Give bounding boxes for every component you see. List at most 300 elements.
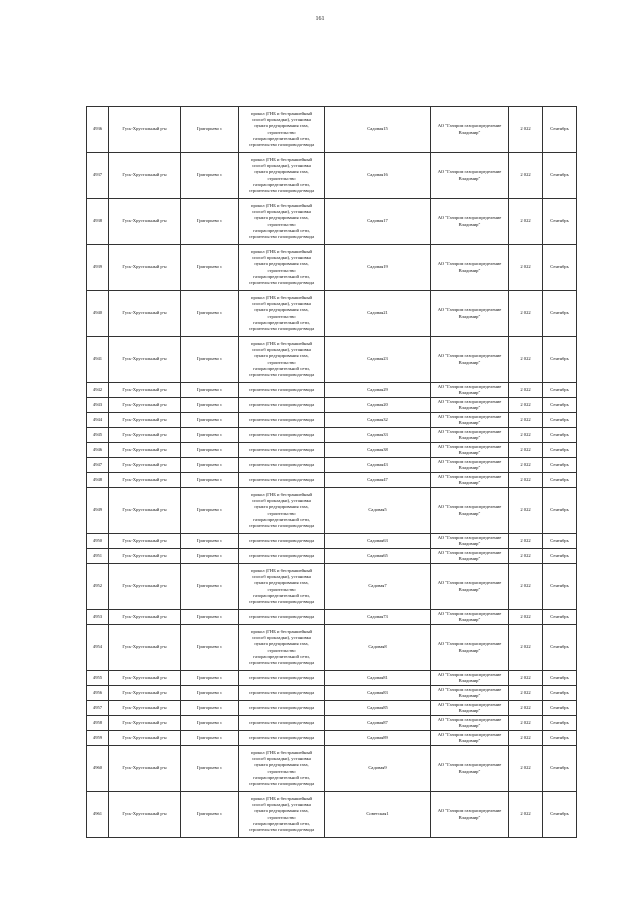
address-cell: Садовая33 [325, 428, 431, 443]
month-cell: Сентябрь [543, 153, 577, 199]
village-cell: Григорьево с [181, 716, 239, 731]
year-cell: 2 022 [509, 337, 543, 383]
year-cell: 2 022 [509, 383, 543, 398]
address-cell: Садовая5 [325, 488, 431, 534]
organization-cell: АО "Газпром газораспределение Владимир" [431, 443, 509, 458]
work-type-line: строительство [267, 313, 296, 319]
work-type-line: пункта редуцирования газа, [254, 504, 309, 510]
work-type-line: строительство [267, 175, 296, 181]
year-cell: 2 022 [509, 731, 543, 746]
row-number-cell: 4936 [87, 107, 109, 153]
work-type-cell [239, 383, 325, 398]
village-cell: Григорьево с [181, 199, 239, 245]
organization-cell: АО "Газпром газораспределение Владимир" [431, 701, 509, 716]
work-type-cell [239, 671, 325, 686]
organization-cell: АО "Газпром газораспределение Владимир" [431, 413, 509, 428]
address-cell: Садовая65 [325, 549, 431, 564]
district-cell: Гусь-Хрустальный р-н [109, 398, 181, 413]
work-type-line: строительство газопровода-ввода [248, 719, 315, 725]
work-type-line: строительство [267, 221, 296, 227]
village-cell: Григорьево с [181, 534, 239, 549]
row-number-cell: 4953 [87, 610, 109, 625]
year-cell: 2 022 [509, 398, 543, 413]
work-type-cell [239, 413, 325, 428]
address-cell: Садовая83 [325, 686, 431, 701]
work-type-line: строительство газопровода-ввода [248, 537, 315, 543]
work-type-line: строительство газопровода-ввода [248, 401, 315, 407]
district-cell: Гусь-Хрустальный р-н [109, 686, 181, 701]
table-row [87, 549, 577, 564]
district-cell: Гусь-Хрустальный р-н [109, 792, 181, 838]
month-cell: Сентябрь [543, 792, 577, 838]
table-row [87, 610, 577, 625]
district-cell: Гусь-Хрустальный р-н [109, 199, 181, 245]
district-cell: Гусь-Хрустальный р-н [109, 488, 181, 534]
work-type-line: прокол (ГНБ и бестраншейный [251, 749, 312, 755]
work-type-line: газораспределительной сети, [253, 592, 310, 598]
village-cell: Григорьево с [181, 398, 239, 413]
work-type-cell [239, 443, 325, 458]
organization-cell: АО "Газпром газораспределение Владимир" [431, 610, 509, 625]
district-cell: Гусь-Хрустальный р-н [109, 428, 181, 443]
table-row [87, 625, 577, 671]
district-cell: Гусь-Хрустальный р-н [109, 153, 181, 199]
organization-cell: АО "Газпром газораспределение Владимир" [431, 746, 509, 792]
work-type-line: строительство газопровода-ввода [248, 371, 315, 377]
table-row [87, 686, 577, 701]
work-type-line: газораспределительной сети, [253, 365, 310, 371]
table-row [87, 413, 577, 428]
work-type-cell [239, 564, 325, 610]
work-type-line: прокол (ГНБ и бестраншейный [251, 567, 312, 573]
year-cell: 2 022 [509, 701, 543, 716]
month-cell: Сентябрь [543, 701, 577, 716]
year-cell: 2 022 [509, 153, 543, 199]
page-number: 161 [315, 16, 325, 22]
table-row [87, 746, 577, 792]
month-cell: Сентябрь [543, 716, 577, 731]
address-cell: Садовая38 [325, 443, 431, 458]
village-cell: Григорьево с [181, 428, 239, 443]
work-type-line: прокол (ГНБ и бестраншейный [251, 156, 312, 162]
work-type-line: пункта редуцирования газа, [254, 762, 309, 768]
village-cell: Григорьево с [181, 746, 239, 792]
work-type-line: строительство [267, 267, 296, 273]
work-type-cell [239, 746, 325, 792]
work-type-line: строительство газопровода-ввода [248, 233, 315, 239]
organization-cell: АО "Газпром газораспределение Владимир" [431, 398, 509, 413]
work-type-line: строительство [267, 359, 296, 365]
district-cell: Гусь-Хрустальный р-н [109, 701, 181, 716]
work-type-line: строительство [267, 814, 296, 820]
table-row [87, 291, 577, 337]
district-cell: Гусь-Хрустальный р-н [109, 731, 181, 746]
organization-cell: АО "Газпром газораспределение Владимир" [431, 107, 509, 153]
month-cell: Сентябрь [543, 625, 577, 671]
work-type-line: способ прокладки), установка [252, 301, 311, 307]
month-cell: Сентябрь [543, 458, 577, 473]
month-cell: Сентябрь [543, 245, 577, 291]
work-type-line: строительство газопровода-ввода [248, 461, 315, 467]
year-cell: 2 022 [509, 291, 543, 337]
row-number-cell: 4941 [87, 337, 109, 383]
district-cell: Гусь-Хрустальный р-н [109, 549, 181, 564]
row-number-cell: 4954 [87, 625, 109, 671]
row-number-cell: 4940 [87, 291, 109, 337]
work-type-line: прокол (ГНБ и бестраншейный [251, 110, 312, 116]
row-number-cell: 4958 [87, 716, 109, 731]
district-cell: Гусь-Хрустальный р-н [109, 534, 181, 549]
work-type-line: способ прокладки), установка [252, 209, 311, 215]
work-type-line: прокол (ГНБ и бестраншейный [251, 248, 312, 254]
work-type-line: строительство газопровода-ввода [248, 659, 315, 665]
work-type-cell [239, 245, 325, 291]
month-cell: Сентябрь [543, 610, 577, 625]
address-cell: Садовая43 [325, 458, 431, 473]
year-cell: 2 022 [509, 792, 543, 838]
row-number-cell: 4955 [87, 671, 109, 686]
work-type-line: пункта редуцирования газа, [254, 307, 309, 313]
row-number-cell: 4942 [87, 383, 109, 398]
work-type-line: способ прокладки), установка [252, 347, 311, 353]
work-type-line: пункта редуцирования газа, [254, 261, 309, 267]
month-cell: Сентябрь [543, 473, 577, 488]
work-type-line: пункта редуцирования газа, [254, 123, 309, 129]
organization-cell: АО "Газпром газораспределение Владимир" [431, 731, 509, 746]
village-cell: Григорьево с [181, 473, 239, 488]
village-cell: Григорьево с [181, 413, 239, 428]
month-cell: Сентябрь [543, 731, 577, 746]
district-cell: Гусь-Хрустальный р-н [109, 564, 181, 610]
work-type-cell [239, 610, 325, 625]
district-cell: Гусь-Хрустальный р-н [109, 625, 181, 671]
village-cell: Григорьево с [181, 337, 239, 383]
year-cell: 2 022 [509, 671, 543, 686]
village-cell: Григорьево с [181, 792, 239, 838]
organization-cell: АО "Газпром газораспределение Владимир" [431, 291, 509, 337]
month-cell: Сентябрь [543, 686, 577, 701]
year-cell: 2 022 [509, 107, 543, 153]
work-type-line: пункта редуцирования газа, [254, 169, 309, 175]
year-cell: 2 022 [509, 458, 543, 473]
village-cell: Григорьево с [181, 107, 239, 153]
work-type-line: строительство [267, 768, 296, 774]
village-cell: Григорьево с [181, 458, 239, 473]
work-type-line: строительство газопровода-ввода [248, 187, 315, 193]
work-type-line: газораспределительной сети, [253, 774, 310, 780]
address-cell: Садовая85 [325, 701, 431, 716]
district-cell: Гусь-Хрустальный р-н [109, 443, 181, 458]
address-cell: Садовая21 [325, 291, 431, 337]
work-type-cell [239, 153, 325, 199]
work-type-line: пункта редуцирования газа, [254, 353, 309, 359]
work-type-cell [239, 716, 325, 731]
village-cell: Григорьево с [181, 245, 239, 291]
district-cell: Гусь-Хрустальный р-н [109, 245, 181, 291]
row-number-cell: 4944 [87, 413, 109, 428]
village-cell: Григорьево с [181, 443, 239, 458]
work-type-line: строительство газопровода-ввода [248, 689, 315, 695]
table-row [87, 716, 577, 731]
work-type-line: строительство газопровода-ввода [248, 446, 315, 452]
month-cell: Сентябрь [543, 671, 577, 686]
year-cell: 2 022 [509, 625, 543, 671]
village-cell: Григорьево с [181, 549, 239, 564]
address-cell: Советская1 [325, 792, 431, 838]
work-type-line: газораспределительной сети, [253, 653, 310, 659]
work-type-line: газораспределительной сети, [253, 820, 310, 826]
work-type-cell [239, 458, 325, 473]
year-cell: 2 022 [509, 245, 543, 291]
organization-cell: АО "Газпром газораспределение Владимир" [431, 153, 509, 199]
work-type-line: газораспределительной сети, [253, 181, 310, 187]
table-row [87, 534, 577, 549]
year-cell: 2 022 [509, 610, 543, 625]
work-type-line: пункта редуцирования газа, [254, 215, 309, 221]
month-cell: Сентябрь [543, 428, 577, 443]
work-type-line: способ прокладки), установка [252, 163, 311, 169]
work-type-line: строительство газопровода-ввода [248, 431, 315, 437]
work-type-cell [239, 488, 325, 534]
row-number-cell: 4952 [87, 564, 109, 610]
work-type-line: газораспределительной сети, [253, 227, 310, 233]
work-type-line: способ прокладки), установка [252, 117, 311, 123]
work-type-line: способ прокладки), установка [252, 756, 311, 762]
table-row [87, 701, 577, 716]
village-cell: Григорьево с [181, 488, 239, 534]
row-number-cell: 4960 [87, 746, 109, 792]
organization-cell: АО "Газпром газораспределение Владимир" [431, 245, 509, 291]
address-cell: Садовая8 [325, 625, 431, 671]
organization-cell: АО "Газпром газораспределение Владимир" [431, 671, 509, 686]
work-type-line: способ прокладки), установка [252, 802, 311, 808]
village-cell: Григорьево с [181, 625, 239, 671]
table-row [87, 488, 577, 534]
address-cell: Садовая32 [325, 413, 431, 428]
month-cell: Сентябрь [543, 398, 577, 413]
row-number-cell: 4950 [87, 534, 109, 549]
work-type-line: прокол (ГНБ и бестраншейный [251, 294, 312, 300]
district-cell: Гусь-Хрустальный р-н [109, 337, 181, 383]
row-number-cell: 4959 [87, 731, 109, 746]
table-row [87, 473, 577, 488]
month-cell: Сентябрь [543, 107, 577, 153]
table-row [87, 731, 577, 746]
organization-cell: АО "Газпром газораспределение Владимир" [431, 549, 509, 564]
month-cell: Сентябрь [543, 564, 577, 610]
work-type-cell [239, 199, 325, 245]
year-cell: 2 022 [509, 443, 543, 458]
row-number-cell: 4947 [87, 458, 109, 473]
year-cell: 2 022 [509, 534, 543, 549]
year-cell: 2 022 [509, 428, 543, 443]
organization-cell: АО "Газпром газораспределение Владимир" [431, 428, 509, 443]
organization-cell: АО "Газпром газораспределение Владимир" [431, 473, 509, 488]
work-type-cell [239, 534, 325, 549]
year-cell: 2 022 [509, 199, 543, 245]
district-cell: Гусь-Хрустальный р-н [109, 413, 181, 428]
organization-cell: АО "Газпром газораспределение Владимир" [431, 686, 509, 701]
month-cell: Сентябрь [543, 549, 577, 564]
address-cell: Садовая29 [325, 383, 431, 398]
work-type-line: строительство [267, 586, 296, 592]
month-cell: Сентябрь [543, 383, 577, 398]
row-number-cell: 4961 [87, 792, 109, 838]
organization-cell: АО "Газпром газораспределение Владимир" [431, 337, 509, 383]
table-row [87, 107, 577, 153]
work-type-line: строительство газопровода-ввода [248, 613, 315, 619]
year-cell: 2 022 [509, 473, 543, 488]
organization-cell: АО "Газпром газораспределение Владимир" [431, 792, 509, 838]
work-type-cell [239, 792, 325, 838]
district-cell: Гусь-Хрустальный р-н [109, 107, 181, 153]
work-type-line: прокол (ГНБ и бестраншейный [251, 491, 312, 497]
table-row [87, 199, 577, 245]
row-number-cell: 4945 [87, 428, 109, 443]
work-type-cell [239, 398, 325, 413]
row-number-cell: 4943 [87, 398, 109, 413]
organization-cell: АО "Газпром газораспределение Владимир" [431, 383, 509, 398]
month-cell: Сентябрь [543, 746, 577, 792]
work-type-line: прокол (ГНБ и бестраншейный [251, 795, 312, 801]
work-type-line: строительство газопровода-ввода [248, 476, 315, 482]
table-row [87, 458, 577, 473]
work-type-line: строительство [267, 510, 296, 516]
work-type-line: строительство газопровода-ввода [248, 598, 315, 604]
address-cell: Садовая15 [325, 107, 431, 153]
year-cell: 2 022 [509, 746, 543, 792]
work-type-cell [239, 731, 325, 746]
work-type-line: строительство газопровода-ввода [248, 386, 315, 392]
month-cell: Сентябрь [543, 337, 577, 383]
work-type-line: строительство газопровода-ввода [248, 416, 315, 422]
row-number-cell: 4948 [87, 473, 109, 488]
address-cell: Садовая47 [325, 473, 431, 488]
work-type-cell [239, 686, 325, 701]
village-cell: Григорьево с [181, 153, 239, 199]
year-cell: 2 022 [509, 564, 543, 610]
district-cell: Гусь-Хрустальный р-н [109, 610, 181, 625]
district-cell: Гусь-Хрустальный р-н [109, 458, 181, 473]
district-cell: Гусь-Хрустальный р-н [109, 473, 181, 488]
work-type-line: способ прокладки), установка [252, 498, 311, 504]
organization-cell: АО "Газпром газораспределение Владимир" [431, 625, 509, 671]
work-type-line: прокол (ГНБ и бестраншейный [251, 340, 312, 346]
organization-cell: АО "Газпром газораспределение Владимир" [431, 488, 509, 534]
month-cell: Сентябрь [543, 488, 577, 534]
work-type-line: строительство [267, 647, 296, 653]
year-cell: 2 022 [509, 413, 543, 428]
month-cell: Сентябрь [543, 413, 577, 428]
work-type-cell [239, 337, 325, 383]
address-cell: Садовая19 [325, 245, 431, 291]
address-cell: Садовая17 [325, 199, 431, 245]
work-type-cell [239, 625, 325, 671]
row-number-cell: 4937 [87, 153, 109, 199]
row-number-cell: 4939 [87, 245, 109, 291]
year-cell: 2 022 [509, 716, 543, 731]
district-cell: Гусь-Хрустальный р-н [109, 383, 181, 398]
address-cell: Садовая9 [325, 746, 431, 792]
village-cell: Григорьево с [181, 686, 239, 701]
work-type-line: строительство [267, 129, 296, 135]
year-cell: 2 022 [509, 488, 543, 534]
gasification-schedule-table [86, 106, 577, 838]
work-type-line: строительство газопровода-ввода [248, 674, 315, 680]
table-row [87, 153, 577, 199]
address-cell: Садовая89 [325, 731, 431, 746]
month-cell: Сентябрь [543, 199, 577, 245]
work-type-line: пункта редуцирования газа, [254, 580, 309, 586]
address-cell: Садовая7 [325, 564, 431, 610]
work-type-line: газораспределительной сети, [253, 135, 310, 141]
table-row [87, 428, 577, 443]
address-cell: Садовая23 [325, 337, 431, 383]
address-cell: Садовая63 [325, 534, 431, 549]
table-row [87, 792, 577, 838]
work-type-line: строительство газопровода-ввода [248, 325, 315, 331]
work-type-line: строительство газопровода-ввода [248, 279, 315, 285]
work-type-line: строительство газопровода-ввода [248, 734, 315, 740]
table-row [87, 398, 577, 413]
row-number-cell: 4949 [87, 488, 109, 534]
work-type-line: газораспределительной сети, [253, 319, 310, 325]
work-type-line: строительство газопровода-ввода [248, 704, 315, 710]
address-cell: Садовая81 [325, 671, 431, 686]
table-row [87, 671, 577, 686]
work-type-cell [239, 473, 325, 488]
address-cell: Садовая73 [325, 610, 431, 625]
month-cell: Сентябрь [543, 443, 577, 458]
work-type-line: строительство газопровода-ввода [248, 141, 315, 147]
village-cell: Григорьево с [181, 731, 239, 746]
work-type-line: строительство газопровода-ввода [248, 826, 315, 832]
work-type-line: пункта редуцирования газа, [254, 641, 309, 647]
work-type-line: способ прокладки), установка [252, 635, 311, 641]
district-cell: Гусь-Хрустальный р-н [109, 291, 181, 337]
organization-cell: АО "Газпром газораспределение Владимир" [431, 534, 509, 549]
row-number-cell: 4951 [87, 549, 109, 564]
work-type-line: строительство газопровода-ввода [248, 552, 315, 558]
table-row [87, 383, 577, 398]
work-type-cell [239, 549, 325, 564]
table-row [87, 245, 577, 291]
district-cell: Гусь-Хрустальный р-н [109, 671, 181, 686]
work-type-line: газораспределительной сети, [253, 273, 310, 279]
month-cell: Сентябрь [543, 534, 577, 549]
address-cell: Садовая87 [325, 716, 431, 731]
organization-cell: АО "Газпром газораспределение Владимир" [431, 199, 509, 245]
table-row [87, 443, 577, 458]
work-type-cell [239, 291, 325, 337]
row-number-cell: 4956 [87, 686, 109, 701]
address-cell: Садовая16 [325, 153, 431, 199]
year-cell: 2 022 [509, 686, 543, 701]
district-cell: Гусь-Хрустальный р-н [109, 716, 181, 731]
district-cell: Гусь-Хрустальный р-н [109, 746, 181, 792]
work-type-line: строительство газопровода-ввода [248, 522, 315, 528]
address-cell: Садовая20 [325, 398, 431, 413]
village-cell: Григорьево с [181, 701, 239, 716]
table-row [87, 564, 577, 610]
table-row [87, 337, 577, 383]
work-type-cell [239, 107, 325, 153]
organization-cell: АО "Газпром газораспределение Владимир" [431, 564, 509, 610]
village-cell: Григорьево с [181, 564, 239, 610]
work-type-cell [239, 701, 325, 716]
work-type-cell [239, 428, 325, 443]
village-cell: Григорьево с [181, 671, 239, 686]
